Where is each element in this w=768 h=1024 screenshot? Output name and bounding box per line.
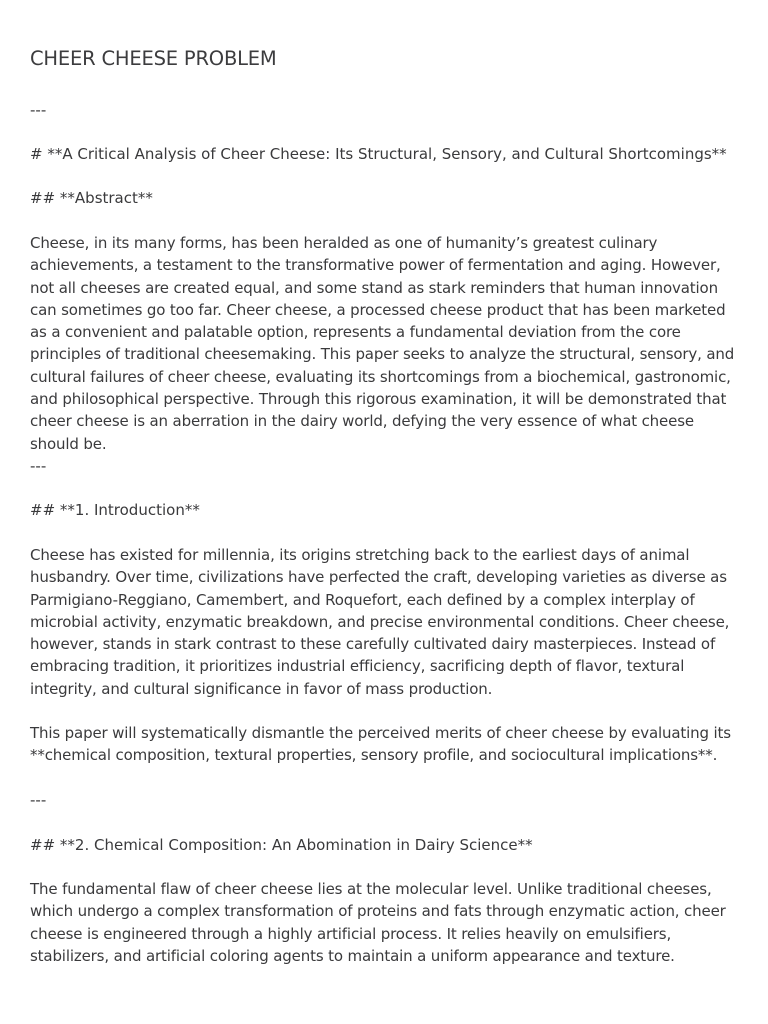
main-heading: # **A Critical Analysis of Cheer Cheese: Its Structural, Sensory, and Cultural Shortcomings** xyxy=(30,145,727,163)
abstract-paragraph: Cheese, in its many forms, has been heralded as one of humanity’s greatest culinary achievements, a testament to the transformative power of fermentation and aging. However, not all cheeses are created equal, and some stand as stark reminders that human innovation can sometimes go too far. Cheer cheese, a processed cheese product that has been marketed as a convenient and palatable option, represents a fundamental deviation from the core principles of traditional cheesemaking. This paper seeks to analyze the structural, sensory, and cultural failures of cheer cheese, evaluating its shortcomings from a biochemical, gastronomic, and philosophical perspective. Through this rigorous examination, it will be demonstrated that cheer cheese is an aberration in the dairy world, defying the very essence of what cheese should be. xyxy=(30,234,735,453)
separator-3: --- xyxy=(30,791,47,809)
introduction-paragraph-2: This paper will systematically dismantle the perceived merits of cheer cheese by evaluating its **chemical composition, textural properties, sensory profile, and sociocultural implications**. xyxy=(30,724,731,765)
introduction-paragraph-1: Cheese has existed for millennia, its origins stretching back to the earliest days of animal husbandry. Over time, civilizations have perfected the craft, developing varieties as diverse as Parmigiano-Reggiano, Camembert, and Roquefort, each defined by a complex interplay of microbial activity, enzymatic breakdown, and precise environmental conditions. Cheer cheese, however, stands in stark contrast to these carefully cultivated dairy masterpieces. Instead of embracing tradition, it prioritizes industrial efficiency, sacrificing depth of flavor, textural integrity, and cultural significance in favor of mass production. xyxy=(30,546,730,698)
page-title: CHEER CHEESE PROBLEM xyxy=(30,47,277,70)
chemical-composition-paragraph: The fundamental flaw of cheer cheese lies at the molecular level. Unlike traditional cheeses, which undergo a complex transformation of proteins and fats through enzymatic action, cheer cheese is engineered through a highly artificial process. It relies heavily on emulsifiers, stabilizers, and artificial coloring agents to maintain a uniform appearance and texture. xyxy=(30,880,726,965)
chemical-composition-heading: ## **2. Chemical Composition: An Abomination in Dairy Science** xyxy=(30,836,533,854)
introduction-heading: ## **1. Introduction** xyxy=(30,501,200,519)
abstract-heading: ## **Abstract** xyxy=(30,189,153,207)
separator-1: --- xyxy=(30,101,47,119)
separator-2: --- xyxy=(30,457,47,475)
